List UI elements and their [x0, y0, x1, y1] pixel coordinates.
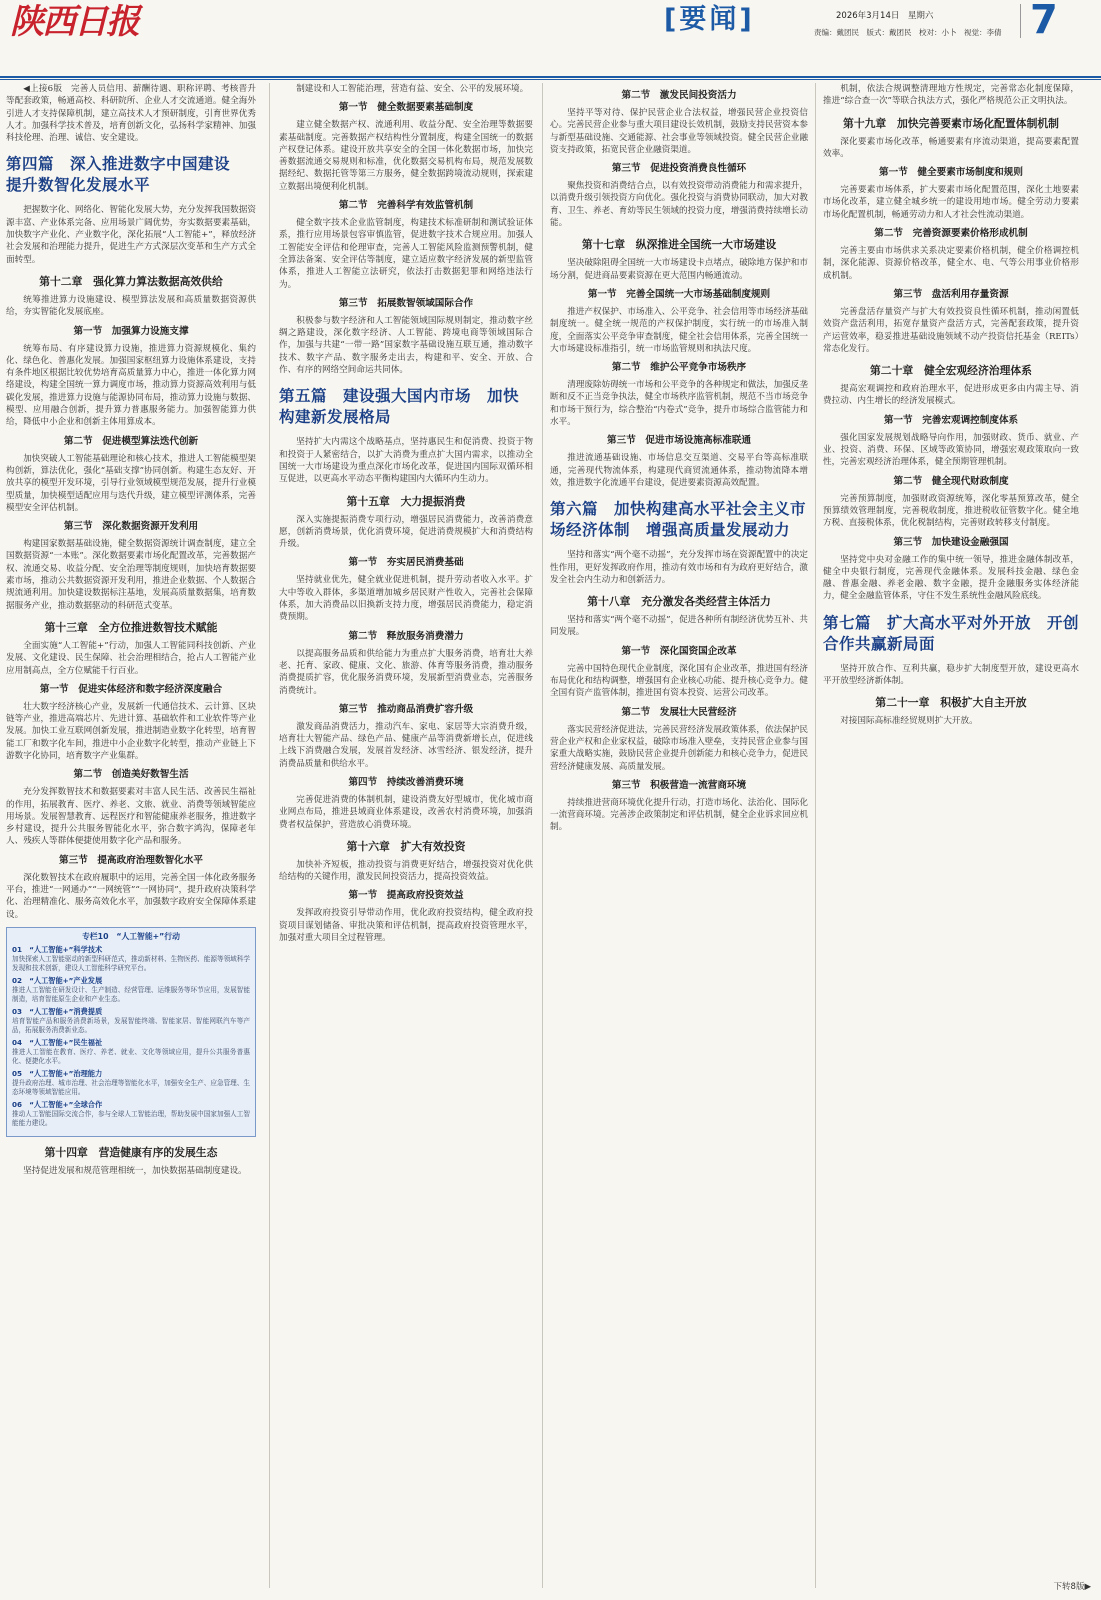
- section-tag: [要闻]: [664, 4, 755, 35]
- subsection-heading: 第一节 夯实居民消费基础: [348, 557, 464, 569]
- section-heading: 第十九章 加快完善要素市场化配置体制机制: [843, 116, 1059, 130]
- paragraph: 对接国际高标准经贸规则扩大开放。: [840, 716, 978, 727]
- paragraph: 全面实施“人工智能+”行动，加强人工智能同科技创新、产业发展、文化建设、民生保障、社会治理相结合，抢占人工智能产业应用制高点，全方位赋能千行百业。: [6, 640, 256, 676]
- subsection-heading: 第一节 深化国资国企改革: [621, 645, 737, 657]
- sidebar-item-text: 提升政府治理、城市治理、社会治理等智能化水平，加强安全生产、应急管理、生态环境等领域智能应用。: [12, 1078, 250, 1096]
- paragraph: 坚持就业优先，健全就业促进机制，提升劳动者收入水平。扩大中等收入群体，多渠道增加城乡居民财产性收入，完善社会保障体系，加大消费品以旧换新支持力度，增强居民消费能力，稳定消费预期。: [279, 575, 533, 623]
- issue-date: 2026年3月14日 星期六: [836, 11, 934, 21]
- sidebar-item-text: 推进人工智能在研发设计、生产制造、经营管理、运维服务等环节应用，发展智能制造，培育智能原生企业和产业生态。: [12, 985, 250, 1003]
- paragraph: 深化数智技术在政府履职中的运用，完善全国一体化政务服务平台，推进“一网通办”“一网统管”“一网协同”，提升政府决策科学化、治理精准化、服务高效化水平，加强数字政府安全保障体系建设。: [6, 872, 256, 920]
- paragraph: 强化国家发展规划战略导向作用，加强财政、货币、就业、产业、投资、消费、环保、区域等政策协同，增强宏观政策取向一致性，完善宏观经济治理体系，健全预期管理机制。: [823, 432, 1079, 468]
- subsection-heading: 第三节 盘活利用存量资源: [893, 288, 1009, 300]
- subsection-heading: 第二节 完善科学有效监管机制: [338, 200, 474, 212]
- page-number: 7: [1030, 0, 1058, 43]
- paragraph: 坚持平等对待、保护民营企业合法权益，增强民营企业投资信心。完善民营企业参与重大项目建设长效机制，鼓励支持民营资本参与新型基础设施、交通能源、社会事业等领域投资。健全民营企业融资支持政策，拓宽民营企业融资渠道。: [550, 108, 808, 155]
- subsection-heading: 第三节 积极营造一流营商环境: [611, 779, 747, 791]
- subsection-heading: 第一节 提高政府投资效益: [348, 890, 464, 902]
- lead-paragraph: ◀上接6版 完善人员信用、薪酬待遇、职称评聘、考核晋升等配套政策，畅通高校、科研院所、企业人才交流通道。健全海外引进人才支持保障机制，建立高技术人才预研制度，引育世界优秀人才。加强科学技术普及，培育创新文化，弘扬科学家精神、加强科技伦理、治理、诚信、安全建设。: [6, 84, 256, 144]
- paragraph: 统筹布局、有序建设算力设施，推进算力资源规模化、集约化、绿色化、普惠化发展。加强国家枢纽算力设施体系建设，支持有条件地区根据比较优势培育高质量算力中心，推进一体化算力网络建设，构建全国统一算力调度市场，推动算力资源高效利用与低碳化发展，推进算力设施与能源协同布局，推动算力设施与数据、模型、应用融合创新，提升算力普惠服务能力。加强智能算力供给，降低中小企业和创新主体用算成本。: [6, 343, 256, 428]
- sidebar-item-text: 加快探索人工智能驱动的新型科研范式，推动新材料、生物医药、能源等领域科学发现和技术创新，建设人工智能科学研究平台。: [12, 954, 250, 972]
- subsection-heading: 第二节 促进模型算法迭代创新: [63, 435, 199, 447]
- paragraph: 健全数字技术企业监管制度，构建技术标准研制和测试验证体系，推行应用场景包容审慎监管，促进数字技术合规应用。加强人工智能安全评估和伦理审查，完善人工智能风险监测预警机制，健全算法备案、安全评估等制度，建立适应数字经济发展的新型监管体系，推进人工智能立法研究，依法打击数据犯罪和网络违法行为。: [279, 218, 533, 290]
- sidebar-box-item: [12, 1100, 250, 1128]
- sidebar-item-text: 推动人工智能国际交流合作，参与全球人工智能治理，帮助发展中国家加强人工智能能力建设。: [12, 1109, 250, 1127]
- paragraph: 加快突破人工智能基础理论和核心技术，推进人工智能模型架构创新，算法优化，强化“基础支撑”协同创新。构建生态友好、开放共享的模型开发环境，引导行业领域模型规范发展，提升行业模型质量，加快模型适配应用与迭代升级，建立模型评测体系，完善模型安全评估机制。: [6, 453, 256, 513]
- paragraph: 坚持扩大内需这个战略基点，坚持惠民生和促消费、投资于物和投资于人紧密结合，以扩大消费为重点扩大国内需求，以推动全国统一大市场建设为重点深化市场化改革，促进国内国际双循环相互促进，以更高水平动态平衡构建国内大循环内生动力。: [279, 437, 533, 485]
- sidebar-box-item: [12, 1038, 250, 1066]
- column-divider: [542, 83, 543, 1588]
- subsection-heading: 第二节 健全现代财政制度: [893, 475, 1009, 487]
- subsection-heading: 第二节 创造美好数智生活: [73, 769, 189, 781]
- paragraph: 以提高服务品质和供给能力为重点扩大服务消费，培育壮大养老、托育、家政、健康、文化、旅游、体育等服务消费，推动服务消费提质扩容，优化服务消费环境，发展新型消费业态，完善服务消费统计。: [279, 648, 533, 696]
- sidebar-item-heading: 04 “人工智能+”民生福祉: [12, 1037, 103, 1047]
- subsection-heading: 第一节 促进实体经济和数字经济深度融合: [39, 683, 223, 695]
- continued-link[interactable]: 下转8版▶: [1053, 1582, 1091, 1592]
- paragraph: 机制，依法合规调整清理地方性规定，完善常态化制度保障，推进“综合查一次”等联合执法方式，强化严格规范公正文明执法。: [823, 84, 1079, 107]
- paragraph: 坚持党中央对金融工作的集中统一领导，推进金融体制改革，健全中央银行制度，完善现代金融体系。发展科技金融、绿色金融、普惠金融、养老金融、数字金融，提升金融服务实体经济能力，健全金融监管体系，守住不发生系统性金融风险底线。: [823, 554, 1079, 602]
- section-heading: 第十四章 营造健康有序的发展生态: [44, 1145, 218, 1159]
- subsection-heading: 第三节 深化数据资源开发利用: [63, 521, 199, 533]
- paragraph: 完善要素市场体系，扩大要素市场化配置范围，深化土地要素市场化改革，建立健全城乡统一的建设用地市场。健全劳动力要素市场化配置机制，畅通劳动力和人才社会性流动渠道。: [823, 185, 1079, 220]
- paragraph: 激发商品消费活力，推动汽车、家电、家居等大宗消费升级，培育壮大智能产品、绿色产品、健康产品等消费新增长点，促进线上线下消费融合发展，发展首发经济、冰雪经济、银发经济，提升消费品质量和供给水平。: [279, 721, 533, 769]
- subsection-heading: 第三节 提高政府治理数智化水平: [59, 854, 203, 866]
- section-heading: 第十三章 全方位推进数智技术赋能: [44, 620, 218, 634]
- subsection-heading: 第三节 加快建设金融强国: [893, 536, 1009, 548]
- column-divider: [815, 83, 816, 1588]
- paragraph: 坚持和落实“两个毫不动摇”，促进各种所有制经济优势互补、共同发展。: [550, 615, 809, 638]
- subsection-heading: 第三节 推动商品消费扩容升级: [338, 703, 474, 715]
- paragraph: 充分发挥数智技术和数据要素对丰富人民生活、改善民生福祉的作用，拓展教育、医疗、养老、文旅、就业、消费等领域智能应用场景。发展智慧教育、远程医疗和智能健康养老服务，推进数字乡村建设，提升公共服务智能化水平，弥合数字鸿沟，保障老年人、残疾人等群体便捷使用数字化产品和服务。: [6, 787, 256, 847]
- paragraph: 制建设和人工智能治理，营造有益、安全、公平的发展环境。: [296, 84, 529, 94]
- sidebar-box-item: [12, 1069, 250, 1097]
- column-1: [6, 83, 256, 1178]
- paragraph: 完善促进消费的体制机制，建设消费友好型城市，优化城市商业网点布局，推进县域商业体系建设，改善农村消费环境，加强消费者权益保护，营造放心消费环境。: [279, 794, 533, 830]
- sidebar-box: [6, 927, 256, 1137]
- section-heading: 第二十章 健全宏观经济治理体系: [870, 364, 1032, 378]
- subsection-heading: 第二节 发展壮大民营经济: [621, 706, 737, 718]
- paragraph: 坚持开放合作、互利共赢，稳步扩大制度型开放，建设更高水平开放型经济新体制。: [823, 663, 1079, 687]
- subsection-heading: 第三节 促进投资消费良性循环: [611, 163, 747, 175]
- paragraph: 持续推进营商环境优化提升行动，打造市场化、法治化、国际化一流营商环境。完善涉企政策制定和评估机制，健全企业诉求回应机制。: [550, 797, 808, 833]
- paragraph: 发挥政府投资引导带动作用，优化政府投资结构，健全政府投资项目谋划储备、审批决策和评估机制，提高政府投资管理水平，加强对重大项目全过程管理。: [279, 908, 533, 944]
- section-heading: 第十七章 纵深推进全国统一大市场建设: [581, 238, 777, 252]
- header-rule: [0, 76, 1101, 78]
- paragraph: 完善主要由市场供求关系决定要素价格机制，健全价格调控机制，深化能源、资源价格改革，健全水、电、气等公用事业价格形成机制。: [823, 246, 1079, 281]
- column-4: [823, 83, 1079, 729]
- paragraph: 推进产权保护、市场准入、公平竞争、社会信用等市场经济基础制度统一。健全统一规范的产权保护制度，实行统一的市场准入制度，全面落实公平竞争审查制度，健全社会信用体系，完善全国统一大市场建设标准指引，统一市场监管规则和执法尺度。: [550, 306, 808, 354]
- paragraph: 建立健全数据产权、流通利用、收益分配、安全治理等数据要素基础制度。完善数据产权结构性分置制度，构建全国统一的数据产权登记体系。建设开放共享安全的全国一体化数据市场，加快完善数据流通交易规则和标准，优化数据交易机构布局，规范发展数据经纪、数据托管等第三方服务，健全数据跨境流动规则，探索建立数据出境便利化机制。: [279, 120, 533, 192]
- paragraph: 坚持和落实“两个毫不动摇”，充分发挥市场在资源配置中的决定性作用，更好发挥政府作用，推动有效市场和有为政府更好结合，激发全社会内生动力和创新活力。: [550, 550, 809, 585]
- paragraph: 深化要素市场化改革，畅通要素有序流动渠道，提高要素配置效率。: [823, 136, 1079, 159]
- sidebar-item-heading: 05 “人工智能+”治理能力: [12, 1068, 103, 1078]
- paragraph: 清理废除妨碍统一市场和公平竞争的各种规定和做法，加强反垄断和反不正当竞争执法，健全市场秩序监管机制，规范不当市场竞争和市场干预行为，综合整治“内卷式”竞争，提升市场综合监管能力和水平。: [550, 380, 809, 428]
- paragraph: 积极参与数字经济和人工智能领域国际规则制定，推动数字丝绸之路建设，深化数字经济、人工智能、跨境电商等领域国际合作，加强与共建“一带一路”国家数字基础设施互联互通，推动数字技术、数字产品、数字服务走出去，构建和平、安全、开放、合作、有序的网络空间命运共同体。: [279, 315, 533, 376]
- header-rule-thin: [0, 79, 1101, 80]
- paragraph: 把握数字化、网络化、智能化发展大势，充分发挥我国数据资源丰富、产业体系完备、应用场景广阔优势，夯实数据要素基础，加快数字产业化、产业数字化，深化拓展“人工智能+”，释放经济社会发展和治理能力提升，促进生产方式深层次变革和生产方式全面转型。: [6, 205, 256, 265]
- chapter-heading: 第六篇 加快构建高水平社会主义市场经济体制 增强高质量发展动力: [550, 500, 807, 540]
- paragraph: 加快补齐短板，推动投资与消费更好结合，增强投资对优化供给结构的关键作用，激发民间投资活力，提高投资效益。: [279, 859, 533, 883]
- paragraph: 坚决破除阻碍全国统一大市场建设卡点堵点，破除地方保护和市场分割，促进商品要素资源在更大范围内畅通流动。: [550, 258, 808, 281]
- column-divider: [269, 83, 270, 1588]
- subsection-heading: 第二节 维护公平竞争市场秩序: [611, 362, 747, 374]
- paragraph: 完善预算制度，加强财政资源统筹，深化零基预算改革，健全预算绩效管理制度，完善税收制度，推进税收征管数字化。健全地方税、直接税体系，优化税制结构，完善财政转移支付制度。: [823, 493, 1079, 529]
- sidebar-item-heading: 03 “人工智能+”消费提质: [12, 1006, 103, 1016]
- paragraph: 完善中国特色现代企业制度，深化国有企业改革，推进国有经济布局优化和结构调整，增强国有企业核心功能、提升核心竞争力。健全国有资产监管体制，推进国有资本投资、运营公司改革。: [550, 663, 808, 699]
- subsection-heading: 第三节 拓展数智领域国际合作: [338, 297, 474, 309]
- paragraph: 提高宏观调控和政府治理水平，促进形成更多由内需主导、消费拉动、内生增长的经济发展模式。: [823, 384, 1079, 407]
- newspaper-logo: 陕西日报: [10, 2, 138, 42]
- subsection-heading: 第一节 加强算力设施支撑: [73, 325, 189, 337]
- paragraph: 落实民营经济促进法，完善民营经济发展政策体系，依法保护民营企业产权和企业家权益，破除市场准入壁垒，支持民营企业参与国家重大战略实施，鼓励民营企业提升创新能力和核心竞争力，促进民营经济健康发展、高质量发展。: [550, 724, 808, 772]
- sidebar-item-heading: 01 “人工智能+”科学技术: [12, 944, 103, 954]
- section-heading: 第十五章 大力提振消费: [346, 494, 466, 508]
- sidebar-box-item: [12, 945, 250, 973]
- subsection-heading: 第四节 持续改善消费环境: [348, 776, 464, 788]
- sidebar-box-item: [12, 1007, 250, 1035]
- subsection-heading: 第二节 释放服务消费潜力: [348, 630, 464, 642]
- chapter-heading: 第七篇 扩大高水平对外开放 开创合作共赢新局面: [823, 613, 1080, 653]
- sidebar-box-item: [12, 976, 250, 1004]
- subsection-heading: 第一节 完善全国统一大市场基础制度规则: [587, 288, 771, 300]
- section-heading: 第十六章 扩大有效投资: [346, 839, 466, 853]
- paragraph: 壮大数字经济核心产业，发展新一代通信技术、云计算、区块链等产业，推进高端芯片、先进计算、基础软件和工业软件等产业发展。加快工业互联网创新发展，推进制造业数字化转型，培育智能工厂和数字化车间，推进中小企业数字化转型，推动产业链上下游数字化协同，培育数字产业集群。: [6, 701, 256, 761]
- section-heading: 第十八章 充分激发各类经营主体活力: [587, 595, 771, 609]
- section-heading: 第十二章 强化算力算法数据高效供给: [39, 274, 223, 288]
- masthead: [0, 0, 1101, 44]
- subsection-heading: 第一节 健全数据要素基础制度: [338, 102, 474, 114]
- masthead-divider: [1020, 4, 1021, 38]
- sidebar-item-heading: 02 “人工智能+”产业发展: [12, 975, 103, 985]
- subsection-heading: 第二节 完善资源要素价格形成机制: [874, 228, 1028, 240]
- subsection-heading: 第一节 健全要素市场制度和规则: [879, 167, 1023, 179]
- sidebar-item-text: 推进人工智能在教育、医疗、养老、就业、文化等领域应用，提升公共服务普惠化、便捷化水平。: [12, 1047, 250, 1065]
- subsection-heading: 第二节 激发民间投资活力: [621, 90, 737, 101]
- column-2: [279, 83, 533, 945]
- sidebar-item-text: 培育智能产品和服务消费新场景，发展智能终端、智能家居、智能网联汽车等产品，拓展服务消费新业态。: [12, 1016, 250, 1034]
- paragraph: 推进流通基础设施、市场信息交互渠道、交易平台等高标准联通，完善现代物流体系，构建现代商贸流通体系，推动物流降本增效，推进数字化流通平台建设，促进要素资源高效配置。: [550, 453, 808, 488]
- sidebar-box-title: 专栏10 “人工智能+”行动: [82, 931, 180, 941]
- paragraph: 构建国家数据基础设施，健全数据资源统计调查制度，建立全国数据资源“一本账”。深化数据要素市场化配置改革，完善数据产权、流通交易、收益分配、安全治理等制度规则，加快培育数据要素市场，推动公共数据资源开发利用，推进企业数据、个人数据合规流通利用。加快建设数据标注基地，发展高质量数据集，培育数据服务产业，推动数据驱动的科研范式变革。: [6, 539, 256, 611]
- section-heading: 第二十一章 积极扩大自主开放: [875, 696, 1027, 710]
- paragraph: 完善盘活存量资产与扩大有效投资良性循环机制，推动闲置低效资产盘活利用，拓宽存量资产盘活方式，完善配套政策，提升资产运营效率，稳妥推进基础设施领域不动产投资信托基金（REITs）常态化发行。: [823, 306, 1079, 354]
- paragraph: 坚持促进发展和规范管理相统一，加快数据基础制度建设。: [23, 1165, 247, 1176]
- column-3: [550, 83, 808, 835]
- paragraph: 统筹推进算力设施建设、模型算法发展和高质量数据资源供给，夯实智能化发展底座。: [6, 294, 256, 318]
- editor-credits: 责编：戴团民 版式：戴团民 校对：小卜 视觉：李倩: [814, 28, 1002, 37]
- subsection-heading: 第三节 促进市场设施高标准联通: [607, 435, 751, 447]
- subsection-heading: 第一节 完善宏观调控制度体系: [883, 414, 1019, 426]
- chapter-heading: 第四篇 深入推进数字中国建设 提升数智化发展水平: [6, 155, 247, 195]
- paragraph: 深入实施提振消费专项行动，增强居民消费能力，改善消费意愿，创新消费场景，优化消费环境，促进消费规模扩大和消费结构升级。: [279, 514, 533, 550]
- chapter-heading: 第五篇 建设强大国内市场 加快构建新发展格局: [279, 387, 520, 427]
- sidebar-item-heading: 06 “人工智能+”全球合作: [12, 1099, 103, 1109]
- paragraph: 聚焦投资和消费结合点，以有效投资带动消费能力和需求提升，以消费升级引领投资方向优化。强化投资与消费协同联动，加大对教育、卫生、养老、育幼等民生领域的投资力度，增强消费持续增长动能。: [550, 181, 808, 229]
